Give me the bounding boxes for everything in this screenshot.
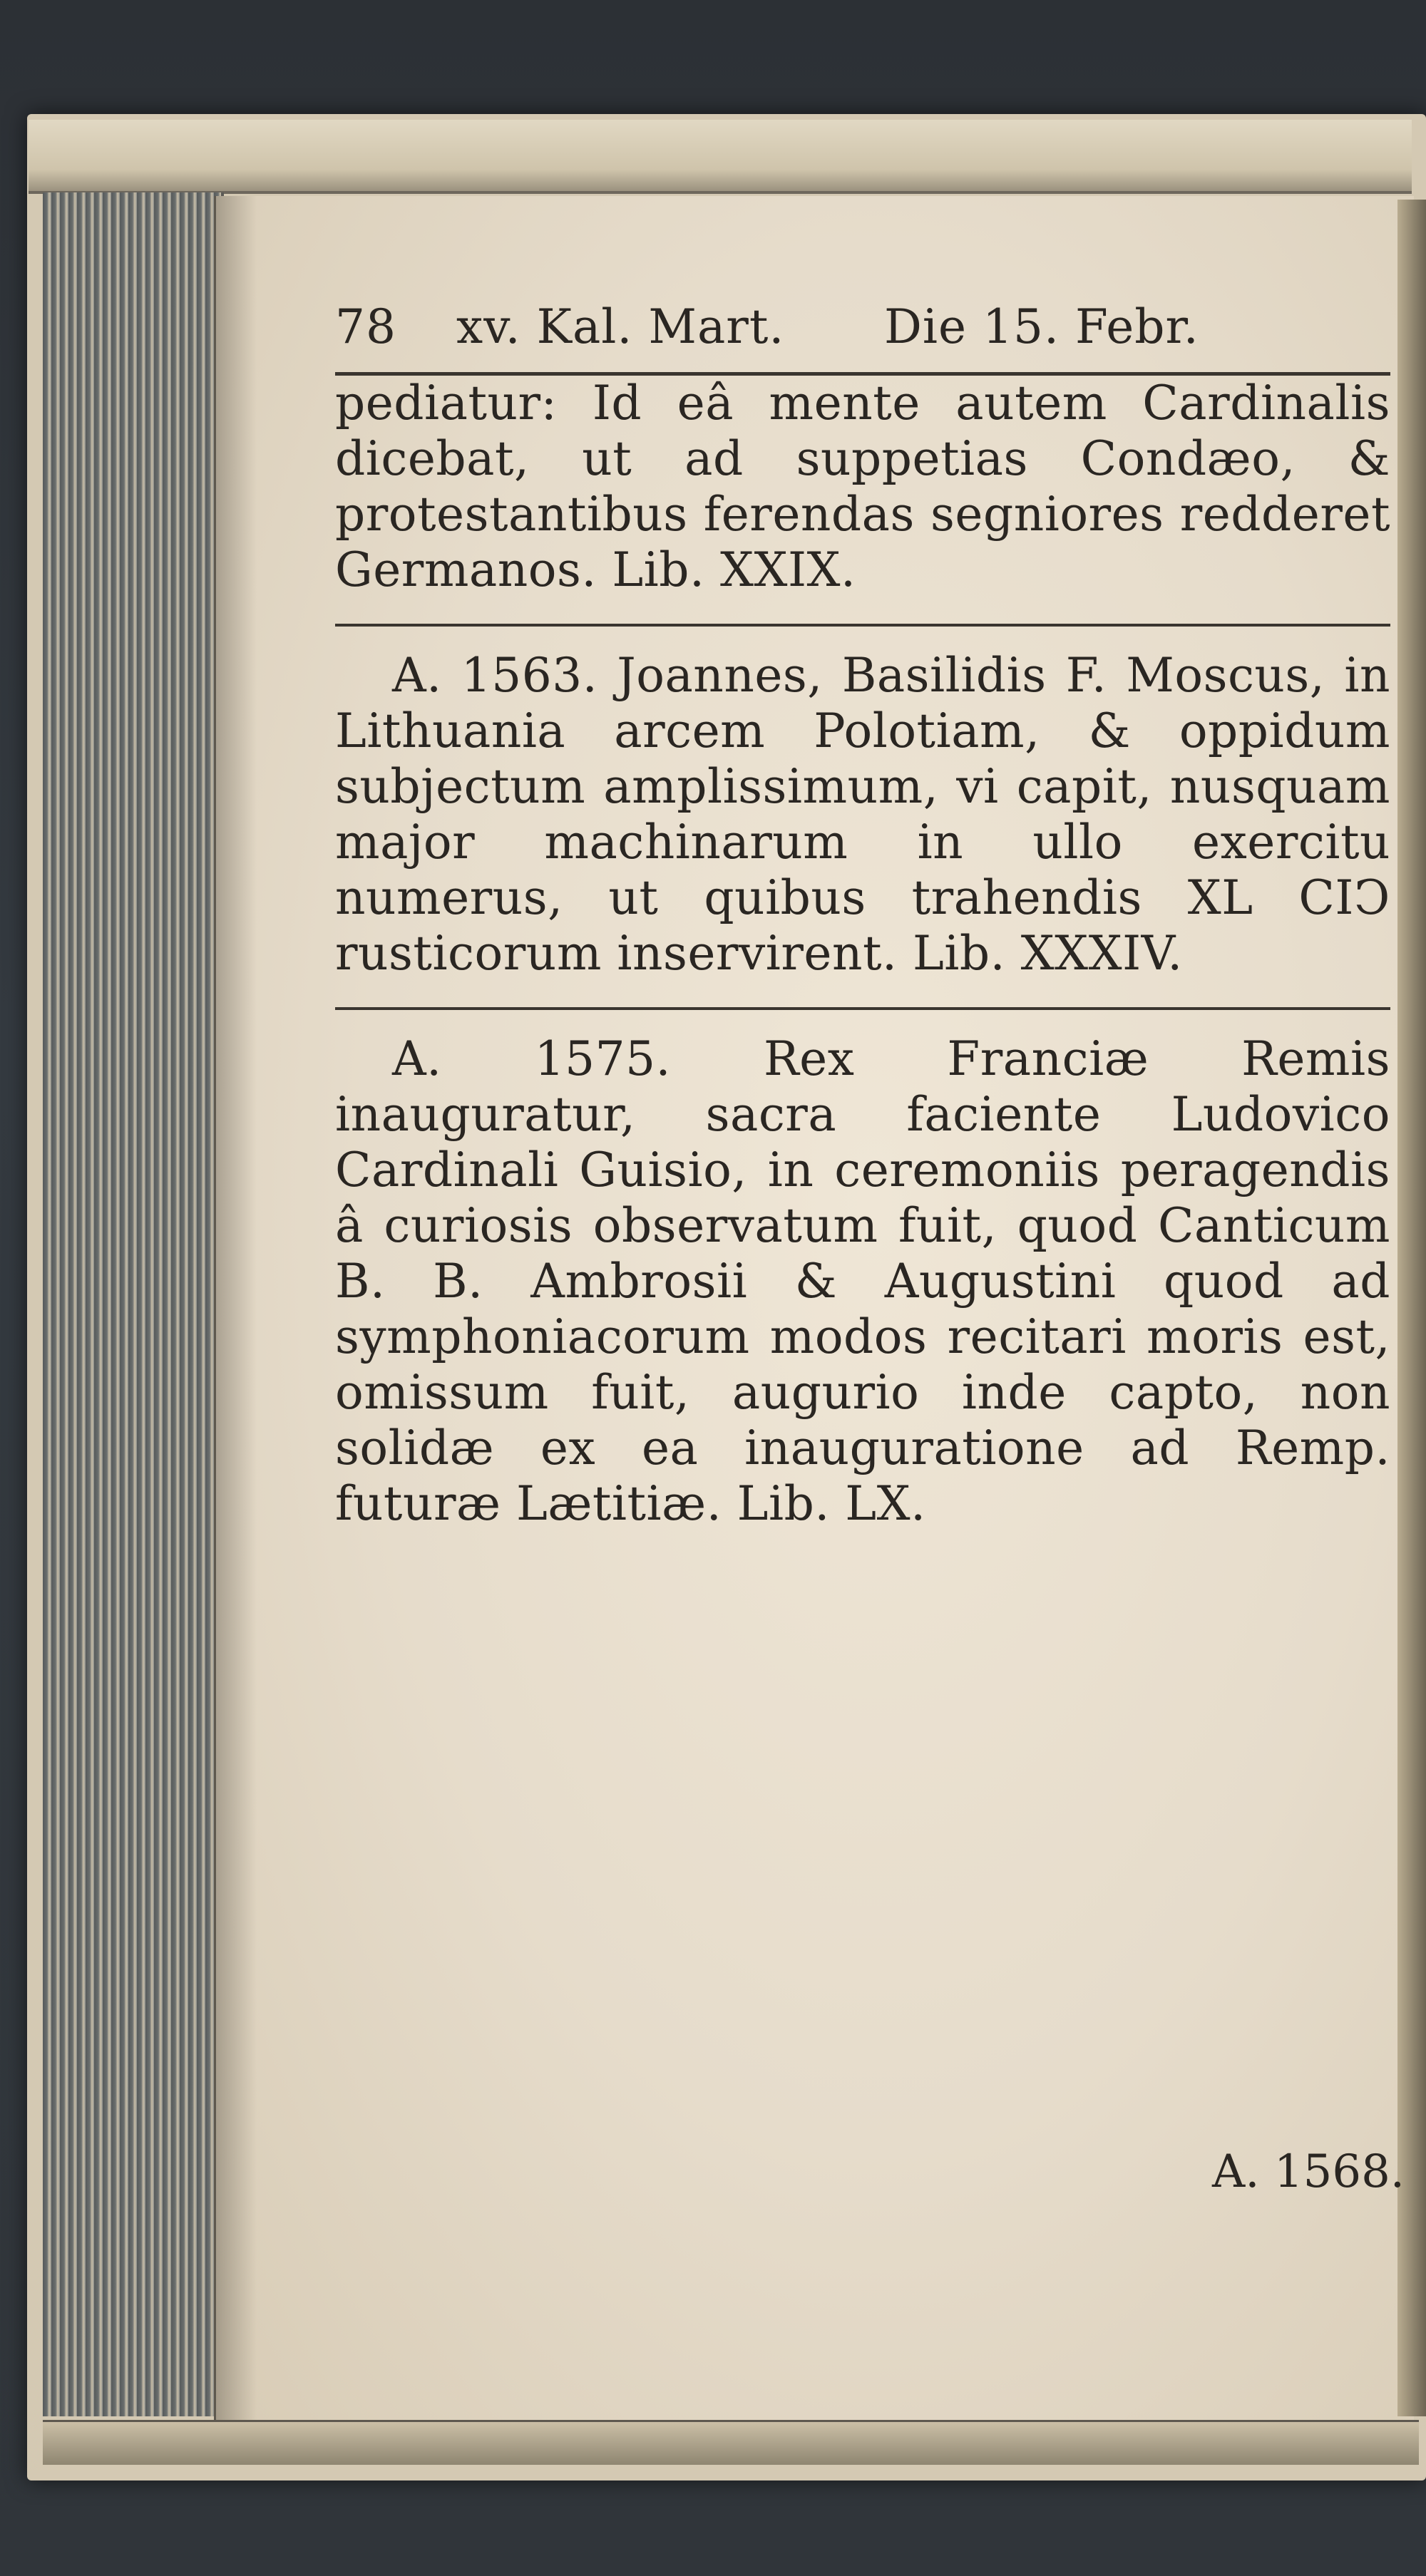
gutter-shadow	[214, 196, 257, 2420]
header-modern-date: Die 15. Febr.	[884, 299, 1199, 354]
section-divider	[335, 1007, 1390, 1010]
page-text	[335, 299, 1390, 1532]
page-edges-left	[43, 192, 224, 2416]
book-bottom-edge	[43, 2420, 1419, 2465]
catchword: A. 1568.	[1212, 2145, 1405, 2198]
paragraph-1563: A. 1563. Joannes, Basilidis F. Moscus, in Lithuania arcem Polotiam, & oppidum subjectum amplissimum, vi capit, nusquam major machinarum in ullo exercitu numerus, ut quibus trahendis XL CIↃ rusticorum inservirent. Lib. XXXIV.	[335, 648, 1390, 981]
paragraph-1575: A. 1575. Rex Franciæ Remis inauguratur, sacra faciente Ludovico Cardinali Guisio, in ceremoniis peragendis â curiosis observatum fuit, quod Canticum B. B. Ambrosii & Augustini quod ad symphoniacorum modos recitari moris est, omissum fuit, augurio inde capto, non solidæ ex ea inauguratione ad Remp. futuræ Lætitiæ. Lib. LX.	[335, 1031, 1390, 1531]
running-header	[335, 299, 1390, 364]
page-number: 78	[335, 299, 396, 354]
page-right-edge	[1397, 200, 1426, 2416]
book-top-edge	[29, 120, 1412, 194]
section-divider	[335, 624, 1390, 627]
header-roman-date: xv. Kal. Mart.	[456, 299, 785, 354]
paragraph-continuation: pediatur: Id eâ mente autem Cardinalis dicebat, ut ad suppetias Condæo, & protestantibus ferendas segniores redderet Germanos. Lib. XXIX.	[335, 376, 1390, 597]
